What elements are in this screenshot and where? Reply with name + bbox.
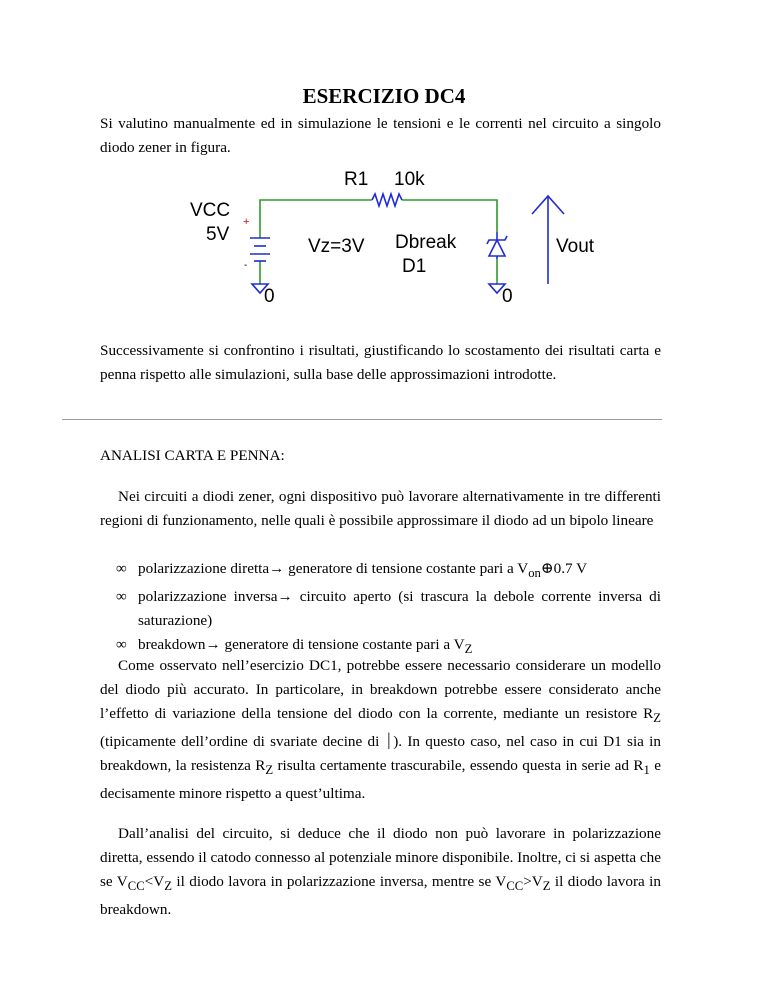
- list-item-text: generatore di tensione costante pari a V: [220, 636, 465, 654]
- text-run: (tipicamente dell’ordine di svariate decine di: [100, 733, 385, 751]
- subscript: Z: [653, 711, 661, 726]
- subscript: Z: [265, 763, 274, 778]
- subscript: Z: [164, 879, 172, 894]
- subscript: Z: [542, 879, 551, 894]
- text-run: e decisamente minore rispetto a quest’ultima.: [100, 757, 661, 803]
- paragraph-model: [100, 654, 661, 806]
- bullet-symbol: ∞: [116, 636, 127, 654]
- page-title: ESERCIZIO DC4: [302, 84, 466, 108]
- list-item-term: breakdown: [138, 636, 206, 654]
- vcc-name-label: VCC: [190, 200, 231, 221]
- list-item-text: generatore di tensione costante pari a V: [284, 560, 529, 577]
- text-run: <V: [144, 873, 165, 890]
- vout-label: Vout: [556, 236, 595, 257]
- subscript: CC: [127, 879, 145, 894]
- section-heading: ANALISI CARTA E PENNA:: [100, 447, 285, 464]
- subscript: 1: [643, 763, 650, 778]
- subscript: Z: [464, 642, 473, 657]
- plus-sign: +: [243, 216, 250, 228]
- list-item-term: polarizzazione inversa: [138, 588, 278, 606]
- vcc-value-label: 5V: [206, 224, 230, 245]
- diode-name-label: D1: [402, 256, 427, 277]
- list-item: [100, 585, 661, 633]
- regions-list: [100, 557, 661, 661]
- text-run: >V: [523, 873, 543, 890]
- intro-paragraph: Si valutino manualmente ed in simulazione le tensioni e le correnti nel circuito a singolo diodo zener in figura.: [100, 115, 661, 156]
- diode-model-label: Dbreak: [395, 232, 457, 253]
- bullet-symbol: ∞: [116, 588, 127, 606]
- list-item: [100, 557, 661, 585]
- text-run: ). In questo caso, nel caso in cui D1 sia in breakdown, la resistenza R: [100, 733, 661, 775]
- list-item-term: polarizzazione diretta: [138, 560, 270, 577]
- section-divider: [62, 419, 662, 420]
- list-item-text: circuito aperto (si trascura la debole corrente inversa di saturazione): [138, 588, 661, 630]
- bullet-symbol: ∞: [116, 560, 127, 577]
- arrow-symbol: →: [205, 636, 221, 654]
- paragraph-regions: Nei circuiti a diodi zener, ogni dispositivo può lavorare alternativamente in tre differenti regioni di funzionamento, nelle quali è possibile approssimare il diodo ad un bipolo lineare: [100, 488, 661, 529]
- ground-left-label: 0: [264, 286, 275, 307]
- text-run: il diodo lavora in polarizzazione inversa, mentre se V: [171, 873, 507, 890]
- text-run: risulta certamente trascurabile, essendo questa in serie ad R: [273, 757, 644, 775]
- text-run: Come osservato nell’esercizio DC1, potrebbe essere necessario considerare un modello del diodo più accurato. In particolare, in breakdown potrebbe essere considerato anche l’effetto di variazione della tensione del diodo con la corrente, mediante un resistore R: [100, 657, 661, 722]
- subscript: on: [528, 566, 541, 581]
- circuit-diagram: [180, 160, 620, 310]
- ground-right-label: 0: [502, 286, 513, 307]
- list-item-text: ⊕0.7 V: [540, 560, 588, 577]
- after-figure-paragraph: Successivamente si confrontino i risultati, giustificando lo scostamento dei risultati carta e penna rispetto alle simulazioni, sulla base delle approssimazioni introdotte.: [100, 342, 661, 383]
- battery-vcc: [250, 238, 270, 261]
- wire-left-top: [260, 200, 372, 238]
- resistor-r1: [372, 194, 402, 206]
- vz-label: Vz=3V: [308, 236, 365, 257]
- wire-right-top: [402, 200, 497, 232]
- subscript: CC: [506, 879, 524, 894]
- text-run: il diodo lavora in breakdown.: [100, 873, 661, 919]
- arrow-symbol: →: [277, 588, 293, 606]
- ohm-symbol: ⏐: [384, 733, 394, 751]
- circuit-wires: [260, 200, 497, 284]
- minus-sign: -: [244, 260, 248, 271]
- r1-name-label: R1: [344, 169, 369, 190]
- arrow-symbol: →: [269, 560, 285, 577]
- zener-diode-d1: [487, 232, 507, 259]
- paragraph-analysis: [100, 822, 661, 922]
- r1-value-label: 10k: [394, 169, 425, 190]
- text-run: Dall’analisi del circuito, si deduce che il diodo non può lavorare in polarizzazione diretta, essendo il catodo connesso al potenziale minore disponibile. Inoltre, ci si aspetta che se V: [100, 825, 661, 890]
